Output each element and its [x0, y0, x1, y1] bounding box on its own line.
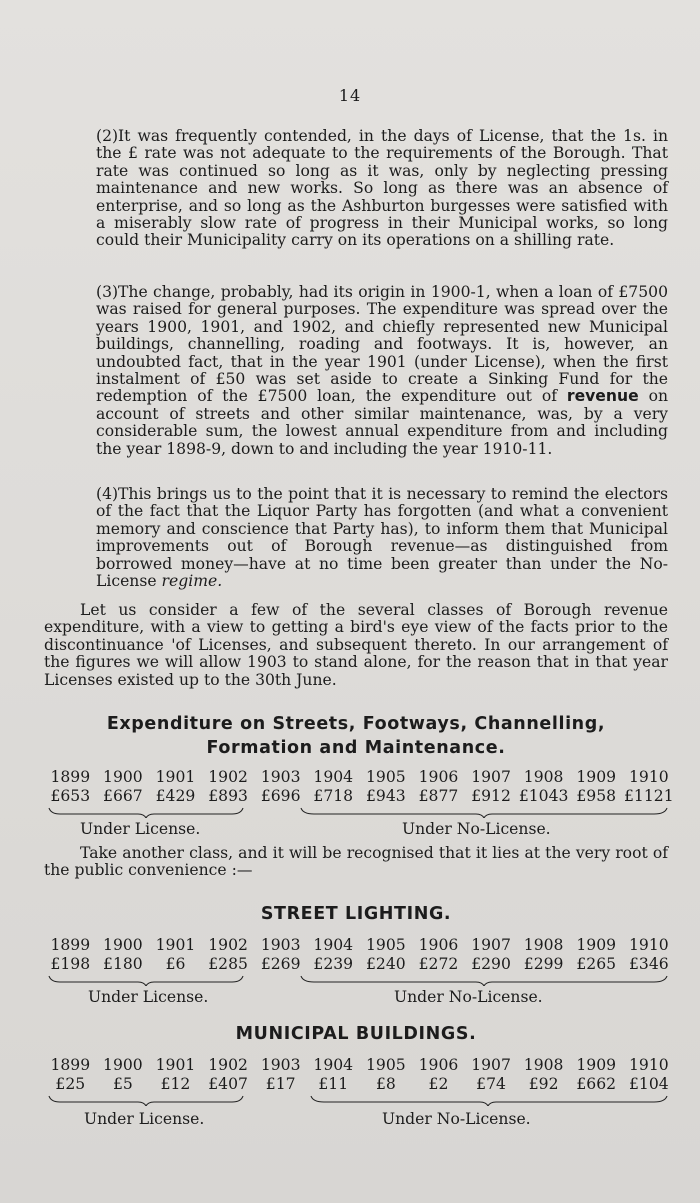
item-text-b: on account of streets and other similar maintenance, was, by a very considerable sum, the lowest annual expenditure from and including the year 1898-9, down to and including the year 1910-11. [96, 387, 668, 458]
year-cell: 1903 [260, 768, 301, 786]
list-item-4 [96, 486, 668, 590]
value-cell: £1043 [518, 787, 569, 805]
table-1-heading [44, 712, 668, 760]
year-cell: 1910 [628, 1056, 669, 1074]
value-cell: £958 [576, 787, 617, 805]
year-cell: 1904 [313, 936, 354, 954]
value-cell: £239 [313, 955, 354, 973]
year-cell: 1907 [471, 768, 511, 786]
no-license-brace [300, 974, 668, 984]
value-cell: £92 [528, 1075, 559, 1093]
table-2-years [44, 936, 676, 954]
year-cell: 1908 [523, 1056, 564, 1074]
year-cell: 1904 [313, 1056, 354, 1074]
value-cell: £180 [103, 955, 143, 973]
year-cell: 1905 [366, 936, 406, 954]
year-cell: 1900 [103, 1056, 143, 1074]
paragraph-1: Let us consider a few of the several classes of Borough revenue expenditure, with a view to getting a bird's eye view of the facts prior to the discontinuance 'of Licenses, and subsequent thereto. In our arrangement of the figures we will allow 1903 to stand alone, for the reason that in that year Licenses existed up to the 30th June. [44, 601, 668, 689]
year-cell: 1906 [418, 768, 459, 786]
year-cell: 1902 [208, 768, 248, 786]
year-cell: 1909 [576, 936, 617, 954]
year-cell: 1907 [471, 1056, 511, 1074]
value-cell: £5 [112, 1075, 133, 1093]
year-cell: 1907 [471, 936, 511, 954]
value-cell: £653 [50, 787, 91, 805]
year-cell: 1899 [50, 1056, 91, 1074]
year-cell: 1905 [366, 1056, 406, 1074]
year-cell: 1909 [576, 768, 617, 786]
item-number: (2) [96, 127, 119, 145]
year-cell: 1908 [523, 768, 564, 786]
year-cell: 1903 [260, 936, 301, 954]
value-cell: £667 [103, 787, 143, 805]
value-cell: £429 [155, 787, 196, 805]
paragraph-2: Take another class, and it will be recognised that it lies at the very root of the public convenience :— [44, 844, 668, 880]
value-cell: £718 [313, 787, 354, 805]
under-license-label: Under License. [88, 988, 209, 1006]
table-1-heading-line-1: Expenditure on Streets, Footways, Channelling, [106, 714, 606, 734]
under-no-license-label: Under No-License. [382, 1110, 531, 1128]
table-1-values [44, 787, 676, 805]
item-number: (3) [96, 283, 119, 301]
value-cell: £346 [628, 955, 669, 973]
value-cell: £696 [260, 787, 301, 805]
value-cell: £265 [576, 955, 617, 973]
under-license-label: Under License. [84, 1110, 205, 1128]
under-license-label: Under License. [80, 820, 201, 838]
year-cell: 1909 [576, 1056, 617, 1074]
license-brace [48, 974, 244, 984]
table-2-values [44, 955, 676, 973]
revenue-emphasis: revenue [566, 387, 639, 406]
year-cell: 1905 [366, 768, 406, 786]
under-no-license-label: Under No-License. [402, 820, 551, 838]
value-cell: £290 [471, 955, 511, 973]
value-cell: £912 [471, 787, 511, 805]
table-3-values [44, 1075, 676, 1093]
year-cell: 1906 [418, 936, 459, 954]
value-cell: £877 [418, 787, 459, 805]
no-license-brace [310, 1094, 668, 1104]
table-3-years [44, 1056, 676, 1074]
list-item-3 [96, 284, 668, 458]
year-cell: 1906 [418, 1056, 459, 1074]
value-cell: £299 [523, 955, 564, 973]
value-cell: £285 [208, 955, 248, 973]
year-cell: 1901 [155, 768, 196, 786]
year-cell: 1908 [523, 936, 564, 954]
table-1-years [44, 768, 676, 786]
year-cell: 1900 [103, 768, 143, 786]
value-cell: £6 [165, 955, 186, 973]
license-brace [48, 1094, 244, 1104]
value-cell: £240 [366, 955, 406, 973]
no-license-brace [300, 806, 668, 816]
year-cell: 1910 [628, 936, 669, 954]
value-cell: £12 [160, 1075, 191, 1093]
value-cell: £407 [208, 1075, 248, 1093]
year-cell: 1900 [103, 936, 143, 954]
value-cell: £662 [576, 1075, 617, 1093]
value-cell: £2 [428, 1075, 449, 1093]
year-cell: 1899 [50, 768, 91, 786]
item-text: It was frequently contended, in the days of License, that the 1s. in the £ rate was not adequate to the requirements of the Borough. That rate was continued so long as it was, only by neglecting pressing maintenance and new works. So long as there was an absence of enterprise, and so long as the Ashburton burgesses were satisfied with a miserably slow rate of progress in their Municipal works, so long could their Municipality carry on its operations on a shilling rate. [96, 127, 668, 250]
year-cell: 1902 [208, 936, 248, 954]
page-number: 14 [338, 86, 362, 105]
value-cell: £272 [418, 955, 459, 973]
table-2-heading: STREET LIGHTING. [260, 904, 452, 924]
year-cell: 1910 [628, 768, 669, 786]
value-cell: £17 [265, 1075, 296, 1093]
value-cell: £1121 [624, 787, 674, 805]
item-text-a: This brings us to the point that it is necessary to remind the electors of the fact that the Liquor Party has forgotten (and what a convenient memory and conscience that Party has), to inform them that Municipal improvements out of Borough revenue—as distinguished from borrowed money—have at no time been greater than under the No-License [96, 485, 668, 591]
value-cell: £893 [208, 787, 248, 805]
value-cell: £8 [375, 1075, 396, 1093]
value-cell: £25 [55, 1075, 86, 1093]
item-number: (4) [96, 485, 119, 503]
value-cell: £74 [476, 1075, 506, 1093]
value-cell: £943 [366, 787, 406, 805]
item-text-a: The change, probably, had its origin in 1900-1, when a loan of £7500 was raised for general purposes. The expenditure was spread over the years 1900, 1901, and 1902, and chiefly represented new Municipal buildings, channelling, roading and footways. It is, however, an undoubted fact, that in the year 1901 (under License), when the first instalment of £50 was set aside to create a Sinking Fund for the redemption of the £7500 loan, the expenditure out of [96, 283, 668, 406]
value-cell: £11 [318, 1075, 349, 1093]
value-cell: £104 [628, 1075, 669, 1093]
regime-italic: regime. [161, 572, 223, 591]
year-cell: 1902 [208, 1056, 248, 1074]
license-brace [48, 806, 244, 816]
year-cell: 1904 [313, 768, 354, 786]
value-cell: £269 [260, 955, 301, 973]
year-cell: 1903 [260, 1056, 301, 1074]
year-cell: 1901 [155, 936, 196, 954]
under-no-license-label: Under No-License. [394, 988, 543, 1006]
year-cell: 1899 [50, 936, 91, 954]
year-cell: 1901 [155, 1056, 196, 1074]
value-cell: £198 [50, 955, 91, 973]
table-3-heading: MUNICIPAL BUILDINGS. [235, 1024, 477, 1044]
table-1-heading-line-2: Formation and Maintenance. [206, 738, 506, 758]
list-item-2 [96, 128, 668, 250]
